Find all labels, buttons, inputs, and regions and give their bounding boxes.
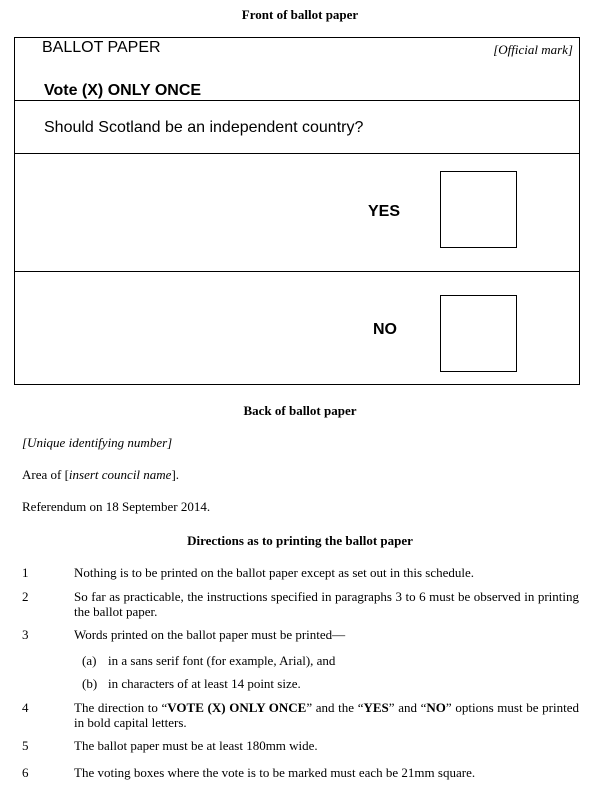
bold-run: VOTE (X) ONLY ONCE xyxy=(167,700,307,715)
text-run: ” and “ xyxy=(388,700,427,715)
sub-item-text: in a sans serif font (for example, Arial), and xyxy=(108,653,336,668)
bold-run: YES xyxy=(363,700,389,715)
area-name: insert council name xyxy=(68,467,172,482)
front-heading: Front of ballot paper xyxy=(241,7,359,22)
divider xyxy=(15,153,579,154)
divider xyxy=(15,100,579,101)
bold-run: NO xyxy=(426,700,446,715)
sub-item-label: (b) xyxy=(82,676,98,691)
unique-number: [Unique identifying number] xyxy=(22,435,173,450)
paragraph-text: The ballot paper must be at least 180mm wide. xyxy=(74,738,318,753)
option-no-label: NO xyxy=(373,321,397,338)
official-mark: [Official mark] xyxy=(493,42,573,57)
back-heading: Back of ballot paper xyxy=(243,403,357,418)
text-run: The direction to “ xyxy=(74,700,168,715)
ballot-title: BALLOT PAPER xyxy=(42,39,161,56)
area-line xyxy=(22,467,179,483)
yes-voting-box[interactable] xyxy=(440,171,517,248)
paragraph-text xyxy=(74,700,579,730)
paragraph-text: Words printed on the ballot paper must be printed— xyxy=(74,627,346,642)
area-suffix: ]. xyxy=(171,467,180,482)
paragraph-number: 2 xyxy=(22,589,29,604)
referendum-date: Referendum on 18 September 2014. xyxy=(22,499,211,514)
paragraph-number: 4 xyxy=(22,700,29,715)
area-prefix: Area of [ xyxy=(22,467,69,482)
no-voting-box[interactable] xyxy=(440,295,517,372)
option-yes-label: YES xyxy=(368,203,401,220)
sub-item-label: (a) xyxy=(82,653,97,668)
text-run: ” options must be printed in bold capital letters. xyxy=(74,700,579,730)
referendum-question: Should Scotland be an independent country? xyxy=(44,119,364,136)
paragraph-number: 1 xyxy=(22,565,29,580)
paragraph-text: The voting boxes where the vote is to be marked must each be 21mm square. xyxy=(74,765,476,780)
directions-heading: Directions as to printing the ballot paper xyxy=(187,533,413,548)
paragraph-number: 6 xyxy=(22,765,29,780)
divider xyxy=(15,271,579,272)
vote-instruction: Vote (X) ONLY ONCE xyxy=(44,82,202,99)
paragraph-text: Nothing is to be printed on the ballot paper except as set out in this schedule. xyxy=(74,565,475,580)
text-run: ” and the “ xyxy=(306,700,364,715)
sub-item-text: in characters of at least 14 point size. xyxy=(108,676,301,691)
paragraph-text: So far as practicable, the instructions specified in paragraphs 3 to 6 must be observed in printing the ballot paper. xyxy=(74,589,579,619)
paragraph-number: 3 xyxy=(22,627,29,642)
ballot-paper xyxy=(14,37,580,385)
paragraph-number: 5 xyxy=(22,738,29,753)
